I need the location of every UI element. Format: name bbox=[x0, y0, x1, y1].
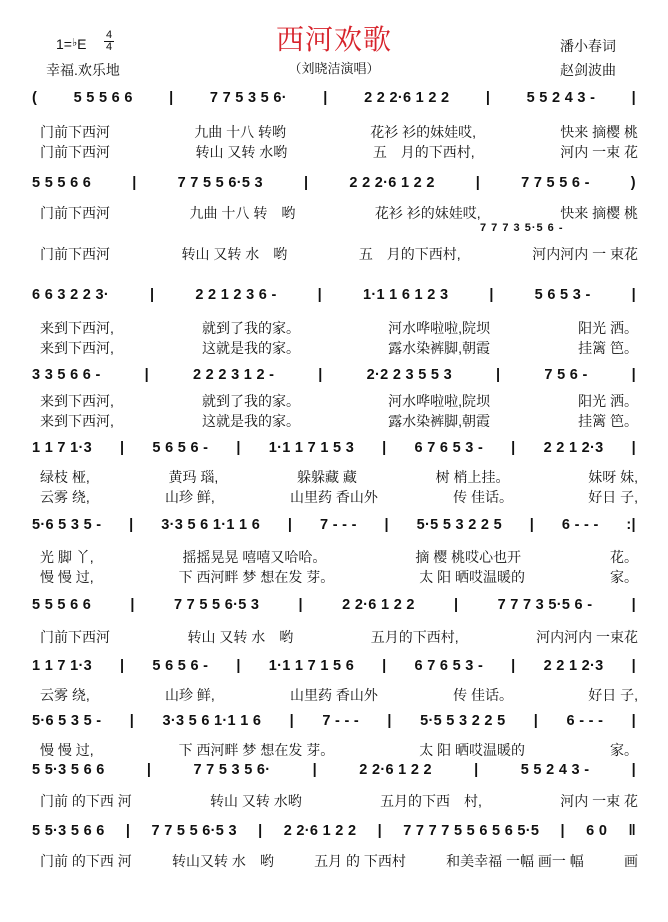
key-note: E bbox=[77, 36, 87, 52]
note-group: 3·3 5 6 1·1 1 6 bbox=[162, 713, 262, 729]
lyric-segment: 河内 一束 花 bbox=[560, 144, 638, 160]
lyric-segment: 山珍 鲜, bbox=[165, 687, 215, 703]
note-group: 2 2 1 2·3 bbox=[543, 440, 604, 456]
bar-line: | bbox=[384, 517, 389, 533]
lyric-segment: 露水染裤脚,朝霞 bbox=[388, 413, 490, 429]
note-group: 3 3 5 6 6 - bbox=[32, 367, 101, 383]
note-group: 2 2 2·6 1 2 2 bbox=[349, 175, 435, 191]
lyric-segment: 门前下西河 bbox=[40, 124, 110, 140]
lyric-segment: 河内河内 一束花 bbox=[536, 629, 638, 645]
note-group: 1 1 7 1·3 bbox=[32, 658, 92, 674]
lyric-segment: 好日 子, bbox=[588, 687, 638, 703]
bar-line: | bbox=[149, 287, 155, 303]
lyric-segment: 和美幸福 一幅 画一 幅 bbox=[446, 853, 584, 869]
note-group: 6 0 bbox=[586, 823, 608, 839]
lyric-segment: 花衫 衫的妹娃哎, bbox=[370, 124, 476, 140]
lyric-segment: 太 阳 晒哎温暖的 bbox=[419, 742, 525, 758]
variant-notes: 7 7 7 3 5·5 6 - bbox=[480, 222, 564, 234]
lyric-segment: 快来 摘樱 桃 bbox=[560, 124, 638, 140]
lyric-segment: 河水哗啦啦,院坝 bbox=[388, 393, 490, 409]
note-group: 5 6 5 6 - bbox=[152, 658, 209, 674]
bar-line: | bbox=[119, 658, 125, 674]
note-group: 6 7 6 5 3 - bbox=[414, 658, 484, 674]
lyric-segment: 五 月的下西村, bbox=[358, 246, 461, 262]
lyric-segment: 传 佳话。 bbox=[453, 687, 513, 703]
note-group: 1·1 1 7 1 5 3 bbox=[268, 440, 355, 456]
lyric-segment: 摇摇晃晃 嘻嘻又哈哈。 bbox=[182, 549, 327, 565]
lyric-segment: 门前 的下西 河 bbox=[40, 793, 132, 809]
lyric-segment: 家。 bbox=[609, 569, 638, 585]
lyric-segment: 阳光 洒。 bbox=[578, 393, 638, 409]
lyric-segment: 五月的下西村, bbox=[370, 629, 459, 645]
bar-line: | bbox=[631, 762, 636, 778]
bar-line: | bbox=[132, 175, 137, 191]
bar-line: | bbox=[631, 440, 636, 456]
note-group: 6 7 6 5 3 - bbox=[414, 440, 484, 456]
bar-line: | bbox=[169, 90, 174, 106]
lyric-segment: 来到下西河, bbox=[40, 413, 114, 429]
lyric-segment: 就到了我的家。 bbox=[202, 320, 300, 336]
note-group: 5 5 5 6 6 bbox=[32, 175, 92, 191]
lyric-segment: 门前下西河 bbox=[40, 246, 110, 262]
note-group: 2 2 1 2·3 bbox=[543, 658, 604, 674]
note-group: 6 6 3 2 2 3· bbox=[32, 287, 109, 303]
note-group: 7 - - - bbox=[322, 713, 360, 729]
note-group: 1 1 7 1·3 bbox=[32, 440, 92, 456]
bar-line: | bbox=[560, 823, 565, 839]
lyric-segment: 摘 樱 桃哎心也开 bbox=[415, 549, 522, 565]
bar-line: | bbox=[317, 287, 322, 303]
lyric-segment: 门前下西河 bbox=[40, 205, 110, 221]
lyric-segment: 花。 bbox=[609, 549, 638, 565]
note-group: 7 7 5 3 5 6· bbox=[193, 762, 271, 778]
lyric-segment: 花衫 衫的妹娃哎, bbox=[374, 205, 481, 221]
lyric-segment: 家。 bbox=[609, 742, 638, 758]
bar-line: | bbox=[631, 658, 636, 674]
bar-line: | bbox=[485, 90, 491, 106]
bar-line: | bbox=[382, 658, 387, 674]
note-group: 2 2 2·6 1 2 2 bbox=[364, 90, 450, 106]
note-group: 7 7 7 3 5·5 6 - bbox=[497, 597, 593, 613]
lyric-segment: 转山 又转 水 哟 bbox=[181, 246, 288, 262]
bar-line: | bbox=[382, 440, 387, 456]
bar-line: | bbox=[303, 175, 309, 191]
bar-line: | bbox=[454, 597, 459, 613]
note-group: 2 2·6 1 2 2 bbox=[359, 762, 432, 778]
lyric-segment: 门前下西河 bbox=[40, 629, 110, 645]
lyric-segment: 黄玛 瑙, bbox=[168, 469, 219, 485]
bar-line: | bbox=[236, 440, 241, 456]
singer-credit: （刘晓洁演唱） bbox=[288, 61, 380, 76]
note-group: 7 7 7 7 5 5 6 5 6 5·5 bbox=[403, 823, 540, 839]
note-group: 2 2 1 2 3 6 - bbox=[195, 287, 277, 303]
bar-line: | bbox=[258, 823, 263, 839]
lyric-segment: 阳光 洒。 bbox=[578, 320, 638, 336]
bar-line: | bbox=[287, 517, 293, 533]
bar-line: | bbox=[631, 287, 636, 303]
lyric-segment: 九曲 十八 转哟 bbox=[194, 124, 286, 140]
lyric-segment: 好日 子, bbox=[588, 489, 638, 505]
lyric-segment: 画 bbox=[624, 853, 638, 869]
note-group: 7 7 5 3 5 6· bbox=[209, 90, 287, 106]
note-group: 5 5 5 6 6 bbox=[32, 597, 92, 613]
lyric-segment: 树 梢上挂。 bbox=[435, 469, 510, 485]
bar-line: :| bbox=[626, 517, 636, 533]
lyric-segment: 五 月的下西村, bbox=[372, 144, 475, 160]
lyric-segment: 快来 摘樱 桃 bbox=[560, 205, 638, 221]
lyric-segment: 河水哗啦啦,院坝 bbox=[388, 320, 490, 336]
lyric-segment: 太 阳 晒哎温暖的 bbox=[419, 569, 525, 585]
note-group: 1·1 1 7 1 5 6 bbox=[268, 658, 355, 674]
note-group: 5 5 2 4 3 - bbox=[520, 762, 590, 778]
lyric-segment: 山里药 香山外 bbox=[290, 687, 378, 703]
note-group: 2 2·6 1 2 2 bbox=[342, 597, 415, 613]
lyric-segment: 山珍 鲜, bbox=[165, 489, 215, 505]
note-group: 2 2 2 3 1 2 - bbox=[192, 367, 275, 383]
lyric-segment: 慢 慢 过, bbox=[40, 569, 94, 585]
meter-top: 4 bbox=[105, 29, 113, 41]
bar-line: | bbox=[631, 367, 636, 383]
lyric-segment: 五月 的 下西村 bbox=[314, 853, 406, 869]
lyric-segment: 挂篱 笆。 bbox=[578, 413, 638, 429]
bar-line: | bbox=[129, 713, 135, 729]
lyric-segment: 露水染裤脚,朝霞 bbox=[388, 340, 490, 356]
lyric-segment: 山里药 香山外 bbox=[290, 489, 378, 505]
bar-line: | bbox=[475, 175, 481, 191]
lyric-segment: 挂篱 笆。 bbox=[578, 340, 638, 356]
note-group: 7 7 5 5 6·5 3 bbox=[173, 597, 260, 613]
note-group: 5 5·3 5 6 6 bbox=[32, 762, 105, 778]
note-group: 6 - - - bbox=[566, 713, 604, 729]
bar-line: | bbox=[631, 713, 636, 729]
song-title: 西河欢歌 bbox=[275, 23, 392, 56]
bar-line: | bbox=[496, 367, 501, 383]
lyric-segment: 来到下西河, bbox=[40, 320, 114, 336]
bar-line: | bbox=[387, 713, 392, 729]
note-group: 5 5 2 4 3 - bbox=[526, 90, 596, 106]
note-group: 5 6 5 6 - bbox=[152, 440, 209, 456]
lyric-segment: 下 西河畔 梦 想在发 芽。 bbox=[178, 742, 335, 758]
lyric-segment: 这就是我的家。 bbox=[202, 413, 300, 429]
lyric-segment: 转山 又转 水哟 bbox=[195, 144, 288, 160]
lyric-segment: 这就是我的家。 bbox=[202, 340, 300, 356]
note-group: 5·5 5 3 2 2 5 bbox=[416, 517, 502, 533]
bar-line: | bbox=[631, 90, 636, 106]
note-group: 6 - - - bbox=[561, 517, 599, 533]
lyric-segment: 来到下西河, bbox=[40, 393, 114, 409]
lyricist-credit: 潘小春词 bbox=[560, 38, 616, 54]
bar-line: | bbox=[236, 658, 241, 674]
lyric-segment: 躲躲藏 藏 bbox=[297, 469, 357, 485]
bar-line: ( bbox=[32, 90, 38, 106]
note-group: 5 6 5 3 - bbox=[534, 287, 591, 303]
note-group: 5 5 5 6 6 bbox=[73, 90, 133, 106]
lyric-segment: 云雾 绕, bbox=[40, 489, 90, 505]
note-group: 7 7 5 5 6 - bbox=[521, 175, 590, 191]
lyric-segment: 转山 又转 水哟 bbox=[210, 793, 302, 809]
bar-line: ‖ bbox=[628, 823, 636, 839]
album-name: 幸福.欢乐地 bbox=[46, 62, 120, 78]
note-group: 2·2 2 3 5 5 3 bbox=[366, 367, 452, 383]
bar-line: ) bbox=[630, 175, 636, 191]
bar-line: | bbox=[289, 713, 294, 729]
bar-line: | bbox=[511, 658, 516, 674]
bar-line: | bbox=[146, 762, 152, 778]
lyric-segment: 妹呀 妹, bbox=[588, 469, 638, 485]
lyric-segment: 就到了我的家。 bbox=[202, 393, 300, 409]
lyric-segment: 门前下西河 bbox=[40, 144, 110, 160]
note-group: 7 - - - bbox=[320, 517, 357, 533]
bar-line: | bbox=[130, 597, 135, 613]
lyric-segment: 九曲 十八 转 哟 bbox=[189, 205, 296, 221]
bar-line: | bbox=[631, 597, 636, 613]
lyric-segment: 河内河内 一 束花 bbox=[532, 246, 638, 262]
lyric-segment: 来到下西河, bbox=[40, 340, 114, 356]
note-group: 7 5 6 - bbox=[544, 367, 588, 383]
bar-line: | bbox=[312, 762, 318, 778]
lyric-segment: 光 脚 丫, bbox=[40, 549, 94, 565]
bar-line: | bbox=[119, 440, 125, 456]
bar-line: | bbox=[511, 440, 516, 456]
note-group: 7 7 5 5 6·5 3 bbox=[151, 823, 237, 839]
lyric-segment: 慢 慢 过, bbox=[40, 742, 94, 758]
bar-line: | bbox=[129, 517, 134, 533]
bar-line: | bbox=[125, 823, 131, 839]
note-group: 5·6 5 3 5 - bbox=[32, 713, 102, 729]
lyric-segment: 门前 的下西 河 bbox=[40, 853, 132, 869]
lyric-segment: 云雾 绕, bbox=[40, 687, 90, 703]
bar-line: | bbox=[529, 517, 535, 533]
lyric-segment: 转山 又转 水 哟 bbox=[187, 629, 294, 645]
note-group: 5·5 5 3 2 2 5 bbox=[420, 713, 506, 729]
bar-line: | bbox=[474, 762, 479, 778]
composer-credit: 赵剑波曲 bbox=[560, 62, 616, 78]
bar-line: | bbox=[489, 287, 494, 303]
flat-sign: ♭ bbox=[71, 37, 78, 49]
lyric-segment: 五月的下西 村, bbox=[380, 793, 482, 809]
bar-line: | bbox=[323, 90, 328, 106]
note-group: 3·3 5 6 1·1 1 6 bbox=[161, 517, 261, 533]
note-group: 2 2·6 1 2 2 bbox=[283, 823, 357, 839]
bar-line: | bbox=[318, 367, 323, 383]
key-prefix: 1= bbox=[56, 36, 72, 52]
meter-bottom: 4 bbox=[105, 41, 113, 53]
note-group: 5·6 5 3 5 - bbox=[32, 517, 102, 533]
note-group: 1·1 1 6 1 2 3 bbox=[362, 287, 449, 303]
lyric-segment: 下 西河畔 梦 想在发 芽。 bbox=[178, 569, 335, 585]
lyric-segment: 转山又转 水 哟 bbox=[172, 853, 274, 869]
bar-line: | bbox=[533, 713, 539, 729]
lyric-segment: 绿枝 桠, bbox=[40, 469, 90, 485]
bar-line: | bbox=[298, 597, 303, 613]
lyric-segment: 传 佳话。 bbox=[453, 489, 513, 505]
bar-line: | bbox=[377, 823, 382, 839]
lyric-segment: 河内 一束 花 bbox=[560, 793, 638, 809]
note-group: 7 7 5 5 6·5 3 bbox=[177, 175, 263, 191]
bar-line: | bbox=[144, 367, 149, 383]
note-group: 5 5·3 5 6 6 bbox=[32, 823, 105, 839]
